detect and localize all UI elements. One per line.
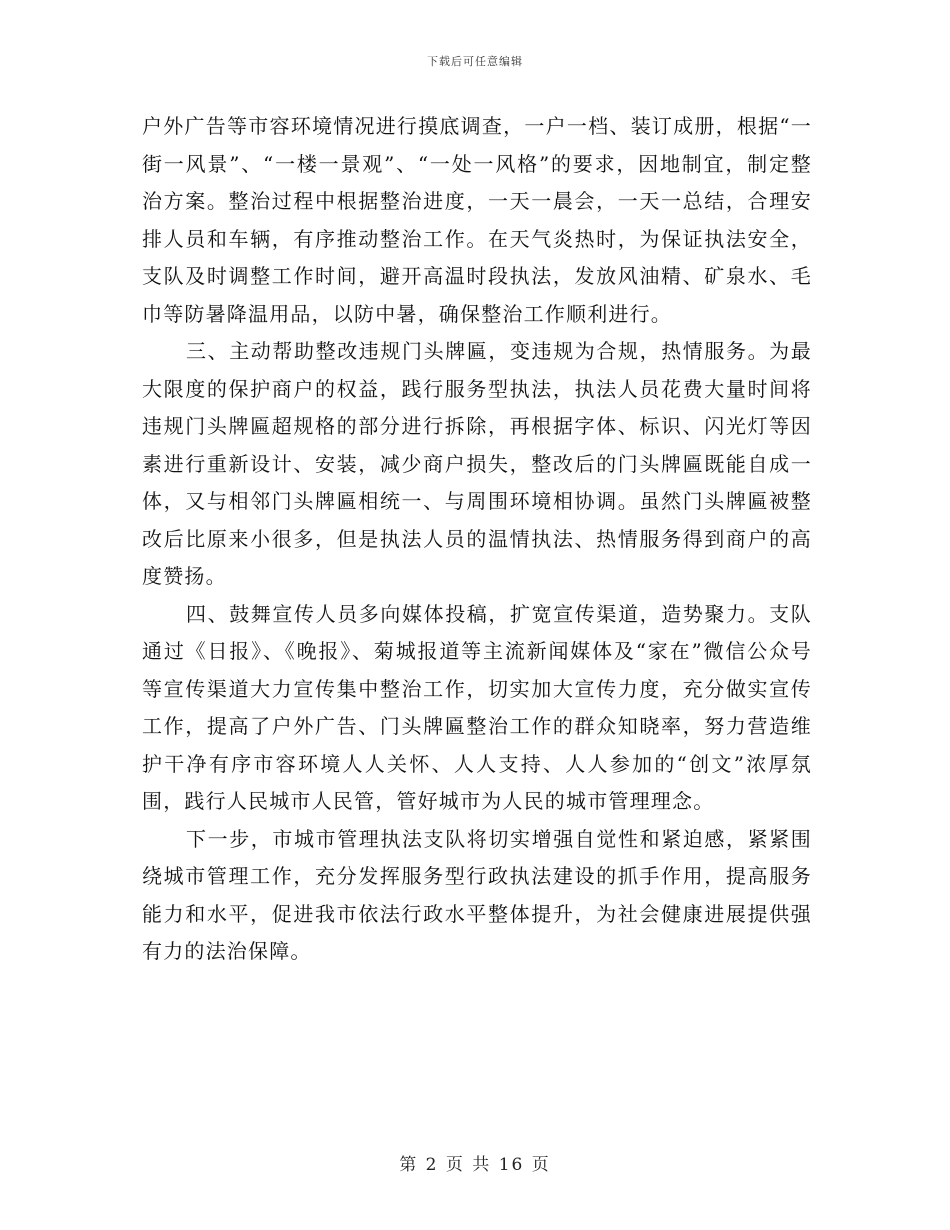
document-body bbox=[142, 108, 812, 971]
paragraph-next-step: 下一步，市城市管理执法支队将切实增强自觉性和紧迫感，紧紧围绕城市管理工作，充分发挥服务型行政执法建设的抓手作用，提高服务能力和水平，促进我市依法行政水平整体提升，为社会健康进展提供强有力的法治保障。 bbox=[142, 826, 812, 963]
paragraph-continued: 户外广告等市容环境情况进行摸底调查，一户一档、装订成册，根据“一街一风景”、“一楼一景观”、“一处一风格”的要求，因地制宜，制定整治方案。整治过程中根据整治进度，一天一晨会，一天一总结，合理安排人员和车辆，有序推动整治工作。在天气炎热时，为保证执法安全，支队及时调整工作时间，避开高温时段执法，发放风油精、矿泉水、毛巾等防暑降温用品，以防中暑，确保整治工作顺利进行。 bbox=[142, 114, 812, 326]
paragraph-section-four: 四、鼓舞宣传人员多向媒体投稿，扩宽宣传渠道，造势聚力。支队通过《日报》、《晚报》、菊城报道等主流新闻媒体及“家在”微信公众号等宣传渠道大力宣传集中整治工作，切实加大宣传力度，充分做实宣传工作，提高了户外广告、门头牌匾整治工作的群众知晓率，努力营造维护干净有序市容环境人人关怀、人人支持、人人参加的“创文”浓厚氛围，践行人民城市人民管，管好城市为人民的城市管理理念。 bbox=[142, 601, 812, 813]
paragraph-section-three: 三、主动帮助整改违规门头牌匾，变违规为合规，热情服务。为最大限度的保护商户的权益，践行服务型执法，执法人员花费大量时间将违规门头牌匾超规格的部分进行拆除，再根据字体、标识、闪光灯等因素进行重新设计、安装，减少商户损失，整改后的门头牌匾既能自成一体，又与相邻门头牌匾相统一、与周围环境相协调。虽然门头牌匾被整改后比原来小很多，但是执法人员的温情执法、热情服务得到商户的高度赞扬。 bbox=[142, 339, 812, 588]
page-number-footer: 第 2 页 共 16 页 bbox=[399, 1155, 551, 1175]
header-note: 下载后可任意编辑 bbox=[427, 55, 523, 68]
